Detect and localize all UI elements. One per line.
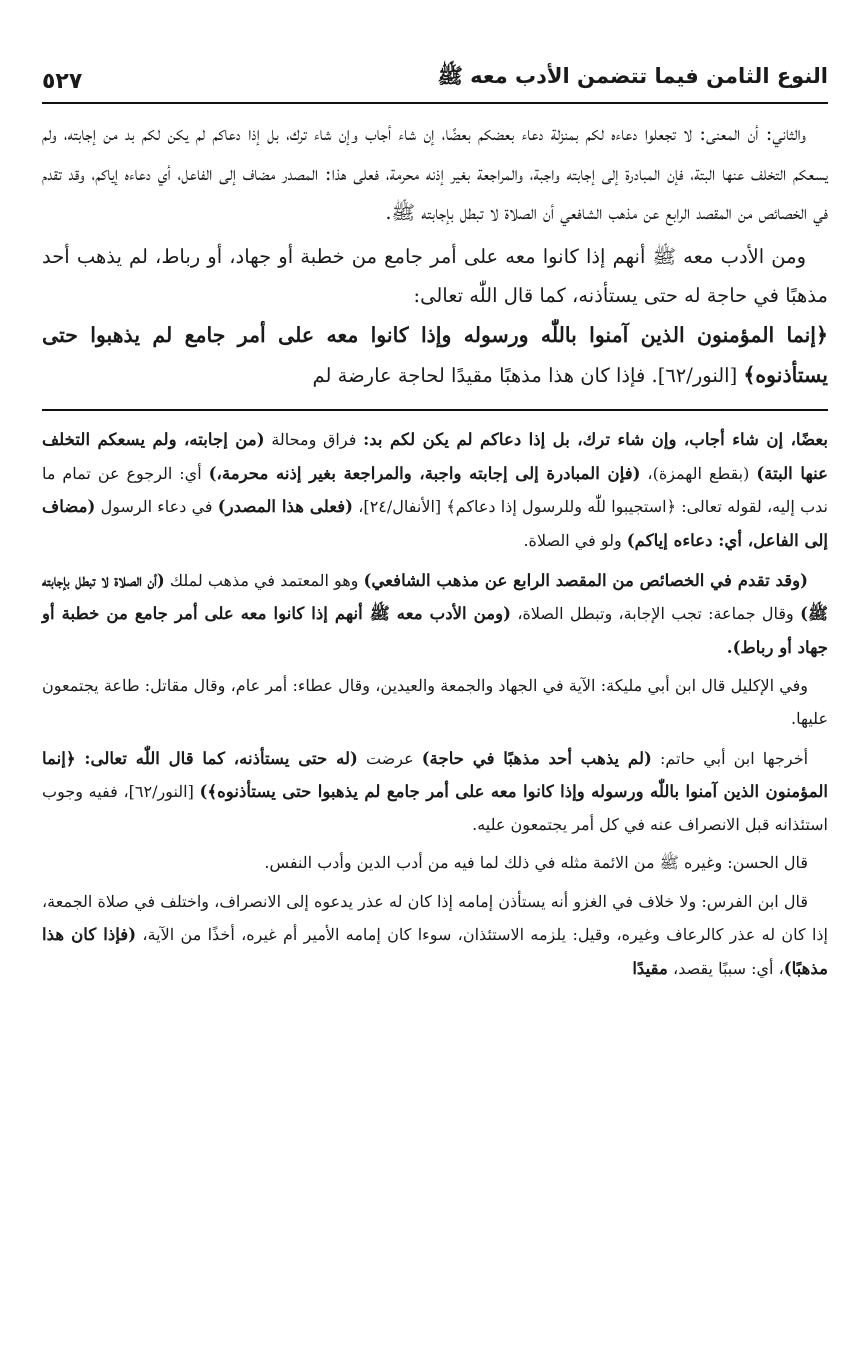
commentary-text: وهو المعتمد في مذهب لملك [164, 570, 364, 590]
running-title: النوع الثامن فيما تتضمن الأدب معه ﷺ [437, 64, 828, 88]
commentary-text: ، أي: سببًا يقصد، [667, 959, 784, 979]
commentary-text: في دعاء الرسول [95, 497, 218, 517]
quoted-matn: (فإن المبادرة إلى إجابته واجبة، والمراجعة بغير إذنه محرمة،) [208, 462, 641, 483]
quran-verse: ﴿إنما المؤمنون الذين آمنوا باللّٰه ورسوله وإذا كانوا معه على أمر جامع لم يذهبوا حتى يستأذنوه﴾ [42, 322, 828, 387]
main-paragraph: والثاني: أن المعنى: لا تجعلوا دعاءه لكم بمنزلة دعاء بعضكم بعضًا، إن شاء أجاب وإن شاء ترك، بل إذا دعاكم لم يكن لكم بد من إجابته، ولم يسعكم التخلف عنها البتة، فإن المبادرة إلى إجابته واجبة، والمراجعة بغير إذنه محرمة، فعلى هذا: المصدر مضاف إلى الفاعل، أي دعاءه إياكم، وقد تقدم في الخصائص من المقصد الرابع عن مذهب الشافعي أن الصلاة لا تبطل بإجابته ﷺ. [42, 122, 828, 225]
quoted-matn: (فعلى هذا المصدر) [217, 496, 354, 517]
commentary-text: وقال جماعة: تجب الإجابة، وتبطل الصلاة، [511, 604, 801, 624]
page-number: ٥٢٧ [42, 69, 83, 94]
commentary-paragraph [42, 886, 828, 986]
commentary-paragraph: قال الحسن: وغيره ﷺ من الائمة مثله في ذلك لما فيه من أدب الدين وأدب النفس. [264, 853, 808, 873]
commentary [42, 423, 828, 986]
commentary-paragraph: وفي الإكليل قال ابن أبي مليكة: الآية في الجهاد والجمعة والعيدين، وقال عطاء: أمر عام، وقال مقاتل: طاعة يجتمعون عليها. [42, 676, 828, 728]
commentary-text: قال ابن الفرس: ولا خلاف في الغزو أنه يستأذن إمامه إذا كان له عذر يدعوه إلى الانصراف، واختلف في صلاة الجمعة، إذا كان له عذر كالرعاف وغيره، وقيل: يلزمه الاستئذان، سوءا كان إمامه الأمير أم غيره، أخذًا من الآية، [42, 891, 829, 945]
quoted-matn: (أن الصلاة لا تبطل بإجابته ﷺ) [41, 569, 828, 624]
footnote-divider [42, 409, 828, 411]
quoted-matn: (له حتى يستأذنه، كما قال اللّٰه تعالى: ﴿إنما المؤمنون الذين آمنوا باللّٰه ورسوله وإذا كانوا معه على أمر جامع لم يذهبوا حتى يستأذنوه﴾) [42, 747, 829, 802]
quoted-matn: مقيدًا [632, 958, 668, 979]
main-text [42, 114, 828, 395]
main-paragraph [42, 237, 828, 395]
quoted-matn: (لم يذهب أحد مذهبًا في حاجة) [421, 747, 652, 768]
quoted-matn: (فإذا كان هذا مذهبًا) [42, 924, 828, 979]
commentary-text: (بقطع الهمزة)، [640, 463, 757, 483]
quoted-matn: (مضاف إلى الفاعل، أي: دعاءه إياكم) [42, 496, 828, 550]
commentary-text: عرضت [357, 748, 422, 768]
commentary-paragraph [42, 564, 828, 665]
commentary-text: فراق ومحالة [264, 430, 364, 450]
main-paragraph-text: ومن الأدب معه ﷺ أنهم إذا كانوا معه على أمر جامع من خطبة أو جهاد، أو رباط، لم يذهب أحد مذهبًا في حاجة له حتى يستأذنه، كما قال اللّٰه تعالى: [42, 244, 828, 308]
commentary-paragraph [42, 423, 828, 557]
quoted-matn: بعضًا، إن شاء أجاب، وإن شاء ترك، بل إذا دعاكم لم يكن لكم بد: [363, 429, 828, 450]
commentary-text: ولو في الصلاة. [523, 530, 627, 550]
commentary-paragraph [42, 742, 828, 842]
verse-citation: [النور/٦٢]. فإذا كان هذا مذهبًا مقيدًا لحاجة عارضة لم [312, 363, 744, 387]
page-header [42, 58, 828, 104]
book-page [42, 58, 828, 992]
quoted-matn: (وقد تقدم في الخصائص من المقصد الرابع عن مذهب الشافعي) [363, 569, 808, 590]
commentary-text: أي: الرجوع عن تمام ما ندب إليه، لقوله تعالى: ﴿استجيبوا للّٰه وللرسول إذا دعاكم﴾ [الأنفال/٢٤]، [42, 463, 829, 517]
commentary-text: أخرجها ابن أبي حاتم: [651, 748, 809, 768]
quoted-matn: (من إجابته، ولم يسعكم التخلف عنها البتة) [42, 429, 829, 483]
quoted-matn: (ومن الأدب معه ﷺ أنهم إذا كانوا معه على أمر جامع من خطبة أو جهاد أو رباط). [42, 603, 828, 657]
commentary-text: [النور/٦٢]، ففيه وجوب استئذانه قبل الانصراف عنه في كل أمر يجتمعون عليه. [42, 782, 828, 834]
